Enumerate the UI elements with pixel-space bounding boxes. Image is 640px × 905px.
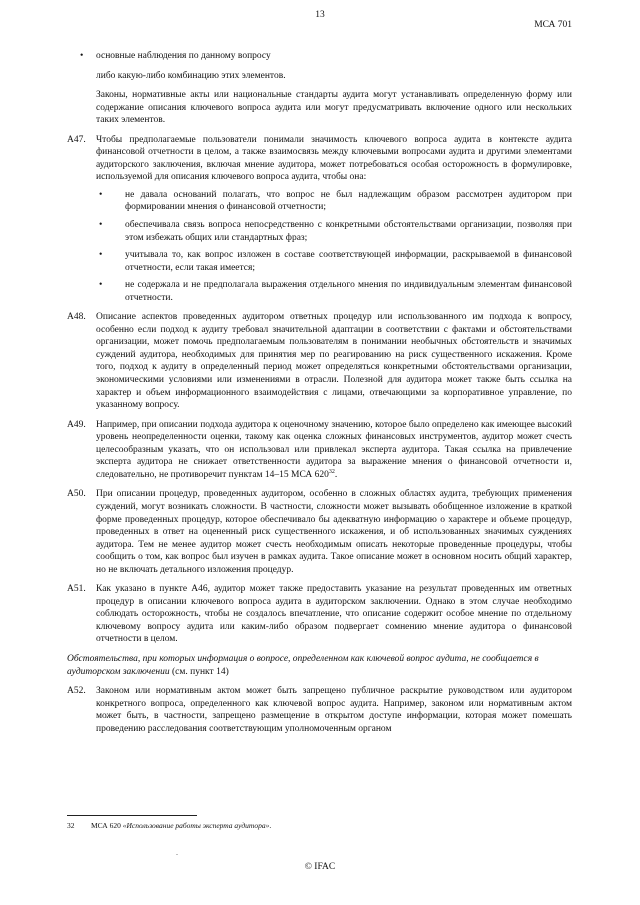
paragraph-a47 — [67, 134, 572, 184]
subheading-reference: (см. пункт 14) — [169, 666, 229, 677]
footnote-number: 32 — [67, 821, 75, 830]
document-code: МСА 701 — [534, 20, 572, 30]
paragraph-number: A47. — [67, 134, 86, 145]
paragraph-number: A48. — [67, 312, 86, 323]
paragraph-a52 — [67, 685, 572, 735]
bullet-icon: • — [99, 220, 103, 231]
intro-bullet: • основные наблюдения по данному вопросу — [80, 51, 271, 61]
list-item: • обеспечивала связь вопроса непосредственно с конкретными обстоятельствами организации, позволяя при этом избежать общих или стандартных фраз; — [99, 220, 572, 243]
footnote-reference[interactable]: 32 — [328, 468, 335, 475]
bullet-icon: • — [99, 280, 103, 291]
page-number: 13 — [315, 10, 325, 20]
paragraph-a49 — [67, 419, 572, 482]
paragraph-number: A52. — [67, 686, 86, 697]
bullet-icon: • — [99, 250, 103, 261]
list-item: • не содержала и не предполагала выражения отдельного мнения по индивидуальным элементам финансовой отчетности. — [99, 280, 572, 303]
paragraph-number: A50. — [67, 489, 86, 500]
paragraph-number: A49. — [67, 419, 86, 430]
paragraph-a48 — [67, 311, 572, 411]
paragraph-text: Описание аспектов проведенных аудитором ответных процедур или использованного им подхода к вопросу, особенно если подход к аудиту требовал значительной адаптации в соответствии с фактами и обстоятельствами организации, может помочь предполагаемым пользователям в понимании необычных обстоятельств и значимых суждений аудитора, необходимых для принятия мер по реагированию на риск существенного искажения. Кроме того, подход к аудиту в определенный период может определяться конкретными обстоятельствами организации, экономическими условиями или изменениями в отрасли. Полезной для аудитора может также быть ссылка на характер и объем информационного взаимодействия с лицами, отвечающими за корпоративное управление, по указанному вопросу. — [96, 312, 572, 411]
list-item: • учитывала то, как вопрос изложен в составе соответствующей информации, раскрываемой в финансовой отчетности, если такая имеется; — [99, 250, 572, 273]
bullet-icon: • — [99, 189, 103, 200]
footnote-title: «Использование работы эксперта аудитора» — [122, 821, 270, 830]
bullet-icon: • — [80, 51, 84, 61]
intro-paragraph: Законы, нормативные акты или национальные стандарты аудита могут устанавливать определенную форму или содержание описания ключевого вопроса аудита или могут предусматривать включение одного или нескольких таких элементов. — [96, 90, 572, 126]
a47-bullet-list — [67, 189, 572, 304]
paragraph-text: Например, при описании подхода аудитора к оценочному значению, которое было определено как имеющее высокий уровень неопределенности оценки, такому как оценка сложных финансовых инструментов, аудитор может счесть целесообразным указать, что он использовал или привлекал эксперта аудитора. Такая ссылка на привлечение эксперта аудитора не снижает ответственности аудитора за выражение мнения о финансовой отчетности и, следовательно, не противоречит пунктам 14–15 МСА $620^{32}$. — [96, 419, 572, 480]
section-subheading: Обстоятельства, при которых информация о вопросе, определенном как ключевой вопрос аудита, не сообщается в аудиторском заключении (см. пункт 14) — [67, 653, 539, 677]
paragraph-text: Чтобы предполагаемые пользователи понимали значимость ключевого вопроса аудита в контексте аудита финансовой отчетности в целом, а также взаимосвязь между ключевыми вопросами аудита и другими элементами аудиторского заключения, включая мнение аудитора, может потребоваться особая осторожность в формулировке, используемой для описания ключевого вопроса аудита, чтобы она: — [96, 134, 572, 183]
list-item: • не давала оснований полагать, что вопрос не был надлежащим образом рассмотрен аудитором при формировании мнения о финансовой отчетности; — [99, 189, 572, 213]
footnote-divider — [67, 815, 197, 816]
paragraph-text: Законом или нормативным актом может быть запрещено публичное раскрытие руководством или аудитором конкретного вопроса, определенного как ключевой вопрос аудита. Например, законом или нормативным актом может быть, в частности, запрещено размещение в открытом доступе информации, которая может помешать проведению расследования соответствующим уполномоченным органом — [96, 686, 572, 734]
paragraph-text: Как указано в пункте А46, аудитор может также предоставить указание на результат проведенных им ответных процедур в описании ключевого вопроса аудита в аудиторском заключении. Однако в этом случае необходимо соблюдать осторожность, чтобы не создалось впечатление, что описание содержит особое мнение по отдельному ключевому вопросу аудита или каким-либо образом подвергает сомнению мнение аудитора о финансовой отчетности в целом. — [96, 584, 572, 645]
paragraph-text: При описании процедур, проведенных аудитором, особенно в сложных областях аудита, требующих применения суждений, могут возникать сложности. В частности, сложности может вызывать обобщенное изложение в краткой форме проведенных процедур, которое обеспечивало бы адекватную информацию о характере и объеме процедур, проведенных в ответ на оцененный риск существенного искажения, и об использованных значимых суждениях аудитора. Тем не менее аудитор может счесть необходимым описать некоторые проведенные процедуры, чтобы сообщить о том, как вопрос был изучен в рамках аудита. Такое описание может в основном носить общий характер, но не включать детального изложения процедур. — [96, 489, 572, 575]
paragraph-a51 — [67, 583, 572, 646]
paragraph-a50 — [67, 488, 572, 576]
footnote: 32 МСА 620 «Использование работы эксперта аудитора». — [67, 821, 272, 830]
intro-line: либо какую-либо комбинацию этих элементов. — [96, 70, 286, 81]
page-body — [67, 50, 572, 735]
stray-mark: . — [176, 848, 178, 857]
paragraph-number: A51. — [67, 584, 86, 595]
copyright: © IFAC — [304, 862, 336, 872]
